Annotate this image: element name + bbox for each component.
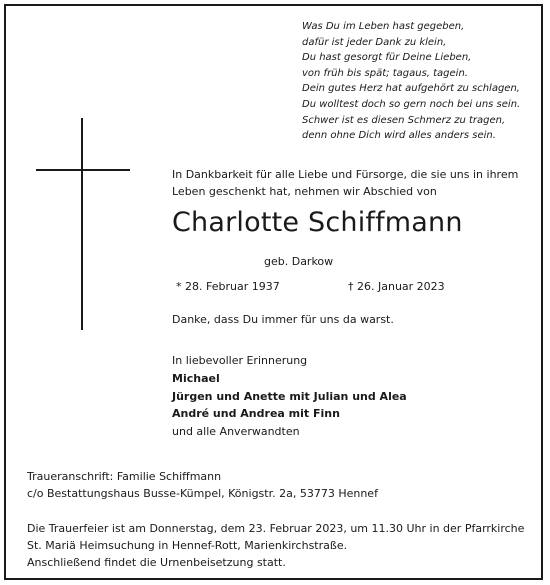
mourner-name: André und Andrea mit Finn — [172, 407, 340, 420]
memory-heading: In liebevoller Erinnerung — [172, 354, 308, 367]
service-info — [27, 520, 524, 571]
poem-line: von früh bis spät; tagaus, tagein. — [302, 67, 468, 79]
poem-line: denn ohne Dich wird alles anders sein. — [302, 130, 496, 142]
death-date: † 26. Januar 2023 — [348, 280, 445, 293]
birth-date: * 28. Februar 1937 — [176, 280, 280, 293]
deceased-name: Charlotte Schiffmann — [172, 207, 463, 238]
poem-line: Dein gutes Herz hat aufgehört zu schlagen, — [302, 83, 520, 95]
maiden-name: geb. Darkow — [264, 255, 334, 268]
mourning-address — [27, 468, 378, 502]
obituary-notice — [4, 4, 543, 580]
service-line: Die Trauerfeier ist am Donnerstag, dem 23. Februar 2023, um 11.30 Uhr in der Pfarrkirche — [27, 522, 525, 535]
intro-line: In Dankbarkeit für alle Liebe und Fürsorge, die sie uns in ihrem — [172, 168, 519, 181]
service-line: Anschließend findet die Urnenbeisetzung statt. — [27, 556, 286, 569]
other-mourners: und alle Anverwandten — [172, 424, 300, 438]
memorial-poem — [302, 19, 540, 144]
poem-line: dafür ist jeder Dank zu klein, — [302, 36, 447, 48]
cross-vertical-bar — [81, 118, 83, 330]
poem-line: Du wolltest doch so gern noch bei uns sein. — [302, 98, 521, 110]
intro-line: Leben geschenkt hat, nehmen wir Abschied von — [172, 185, 437, 198]
poem-line: Du hast gesorgt für Deine Lieben, — [302, 52, 472, 64]
cross-horizontal-bar — [36, 169, 130, 171]
address-line: c/o Bestattungshaus Busse-Kümpel, Königstr. 2a, 53773 Hennef — [27, 487, 378, 500]
poem-line: Schwer ist es diesen Schmerz zu tragen, — [302, 114, 506, 126]
thanks-text: Danke, dass Du immer für uns da warst. — [172, 313, 394, 326]
intro-text — [172, 166, 518, 200]
address-line: Traueranschrift: Familie Schiffmann — [27, 470, 222, 483]
mourners-list — [172, 370, 407, 440]
service-line: St. Mariä Heimsuchung in Hennef-Rott, Marienkirchstraße. — [27, 539, 348, 552]
mourner-name: Jürgen und Anette mit Julian und Alea — [172, 389, 407, 403]
poem-line: Was Du im Leben hast gegeben, — [302, 21, 465, 32]
mourner-name: Michael — [172, 372, 220, 385]
